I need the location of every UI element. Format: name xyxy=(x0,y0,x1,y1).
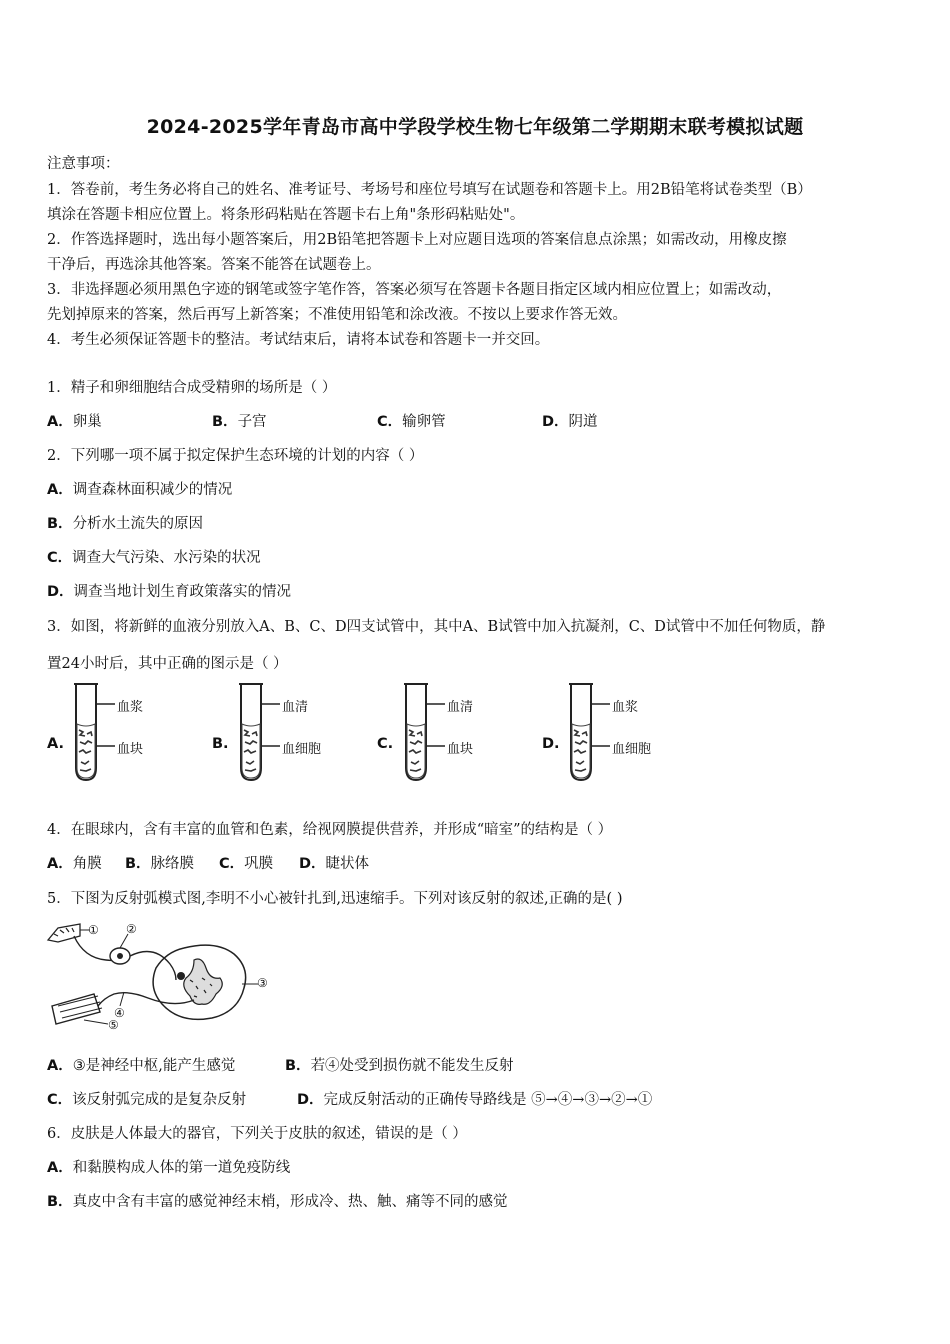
notice-heading: 注意事项： xyxy=(47,156,120,172)
question-5-stem: 5．下图为反射弧模式图,李明不小心被针扎到,迅速缩手。下列对该反射的叙述,正确的是( ) xyxy=(47,891,623,907)
tube-bottom-label: 血块 xyxy=(117,742,144,757)
option-row xyxy=(47,580,910,601)
option-row xyxy=(47,546,910,567)
option-row xyxy=(47,1156,910,1177)
option-text: 子宫 xyxy=(237,414,267,430)
notice-line: 3．非选择题必须用黑色字迹的钢笔或签字笔作答，答案必须写在答题卡各题目指定区域内相应位置上；如需改动， xyxy=(47,282,782,298)
option-text: 阴道 xyxy=(568,414,598,430)
notice-line: 4．考生必须保证答题卡的整洁。考试结束后，请将本试卷和答题卡一并交回。 xyxy=(47,332,550,348)
option-row xyxy=(47,512,910,533)
option-text: 调查森林面积减少的情况 xyxy=(72,482,233,498)
question-1-stem: 1．精子和卵细胞结合成受精卵的场所是（ ） xyxy=(47,380,337,396)
option-letter: C． xyxy=(377,414,403,430)
question-6-stem: 6．皮肤是人体最大的器官，下列关于皮肤的叙述，错误的是（ ） xyxy=(47,1126,467,1142)
diagram-label-4: ④ xyxy=(114,1006,125,1020)
option-text: ③是神经中枢,能产生感觉 xyxy=(72,1058,236,1074)
option-text: 调查当地计划生育政策落实的情况 xyxy=(73,584,292,600)
option-letter: A． xyxy=(47,1160,73,1176)
option-text: 该反射弧完成的是复杂反射 xyxy=(72,1092,247,1108)
tube-top-label: 血清 xyxy=(447,700,474,715)
option-letter: D． xyxy=(299,856,326,872)
question-3-stem-line1: 3．如图，将新鲜的血液分别放入A、B、C、D四支试管中，其中A、B试管中加入抗凝剂，C、D试管中不加任何物质，静 xyxy=(47,619,826,635)
question-2-stem: 2．下列哪一项不属于拟定保护生态环境的计划的内容（ ） xyxy=(47,448,424,464)
notice-line: 干净后，再选涂其他答案。答案不能答在试题卷上。 xyxy=(47,257,381,273)
question-4-options xyxy=(47,852,447,874)
option-letter: B． xyxy=(47,1194,73,1210)
notice-line: 先划掉原来的答案，然后再写上新答案；不准使用铅笔和涂改液。不按以上要求作答无效。 xyxy=(47,307,627,323)
option-text: 睫状体 xyxy=(325,856,370,872)
option-text: 完成反射活动的正确传导路线是 ⑤→④→③→②→① xyxy=(323,1092,653,1108)
option-letter: A． xyxy=(47,1058,73,1074)
option-text: 真皮中含有丰富的感觉神经末梢，形成冷、热、触、痛等不同的感觉 xyxy=(72,1194,508,1210)
option-letter: C． xyxy=(219,856,245,872)
option-letter: B． xyxy=(125,856,151,872)
option-row xyxy=(47,478,910,499)
option-letter: B． xyxy=(285,1058,311,1074)
option-text: 卵巢 xyxy=(72,414,102,430)
tube-bottom-label: 血细胞 xyxy=(612,742,652,757)
page-title: 2024-2025学年青岛市高中学段学校生物七年级第二学期期末联考模拟试题 xyxy=(146,116,804,138)
option-letter: D． xyxy=(47,584,74,600)
diagram-label-5: ⑤ xyxy=(108,1018,119,1032)
reflex-arc-icon xyxy=(44,920,274,1035)
notice-line: 填涂在答题卡相应位置上。将条形码粘贴在答题卡右上角"条形码粘贴处"。 xyxy=(47,207,525,223)
option-letter: C． xyxy=(47,1092,73,1108)
tube-letter: A. xyxy=(47,736,64,752)
question-3-stem-line2: 置24小时后，其中正确的图示是（ ） xyxy=(47,656,288,672)
tube-figure-b xyxy=(212,680,372,785)
question-4-stem: 4．在眼球内，含有丰富的血管和色素，给视网膜提供营养，并形成“暗室”的结构是（ ） xyxy=(47,822,613,838)
diagram-label-3: ③ xyxy=(257,976,268,990)
option-letter: B． xyxy=(212,414,238,430)
reflex-arc-diagram xyxy=(44,920,274,1035)
diagram-label-2: ② xyxy=(126,922,137,936)
notice-line: 2．作答选择题时，选出每小题答案后，用2B铅笔把答题卡上对应题目选项的答案信息点涂黑；如需改动，用橡皮擦 xyxy=(47,232,787,248)
option-text: 调查大气污染、水污染的状况 xyxy=(72,550,261,566)
question-5-options-row2 xyxy=(47,1088,797,1110)
option-letter: C． xyxy=(47,550,73,566)
tube-top-label: 血浆 xyxy=(117,700,144,715)
option-text: 角膜 xyxy=(72,856,102,872)
tube-figure-a xyxy=(47,680,207,785)
option-letter: D． xyxy=(542,414,569,430)
tube-top-label: 血浆 xyxy=(612,700,639,715)
diagram-label-1: ① xyxy=(88,923,99,937)
tube-figure-d xyxy=(542,680,702,785)
option-row xyxy=(47,1190,910,1211)
option-text: 分析水土流失的原因 xyxy=(72,516,204,532)
tube-bottom-label: 血块 xyxy=(447,742,474,757)
option-text: 输卵管 xyxy=(402,414,446,430)
option-text: 巩膜 xyxy=(244,856,274,872)
option-letter: A． xyxy=(47,856,73,872)
option-letter: A． xyxy=(47,414,73,430)
question-5-options-row1 xyxy=(47,1054,747,1076)
tube-letter: B. xyxy=(212,736,229,752)
option-letter: D． xyxy=(297,1092,324,1108)
option-text: 脉络膜 xyxy=(150,856,195,872)
option-text: 若④处受到损伤就不能发生反射 xyxy=(310,1058,514,1074)
tube-letter: D. xyxy=(542,736,560,752)
option-letter: B． xyxy=(47,516,73,532)
question-1-options xyxy=(47,410,647,432)
tube-letter: C. xyxy=(377,736,394,752)
tube-top-label: 血清 xyxy=(282,700,309,715)
option-text: 和黏膜构成人体的第一道免疫防线 xyxy=(72,1160,291,1176)
tube-figure-c xyxy=(377,680,537,785)
tube-bottom-label: 血细胞 xyxy=(282,742,322,757)
option-letter: A． xyxy=(47,482,73,498)
notice-line: 1．答卷前，考生务必将自己的姓名、准考证号、考场号和座位号填写在试题卷和答题卡上。用2B铅笔将试卷类型（B） xyxy=(47,182,812,198)
